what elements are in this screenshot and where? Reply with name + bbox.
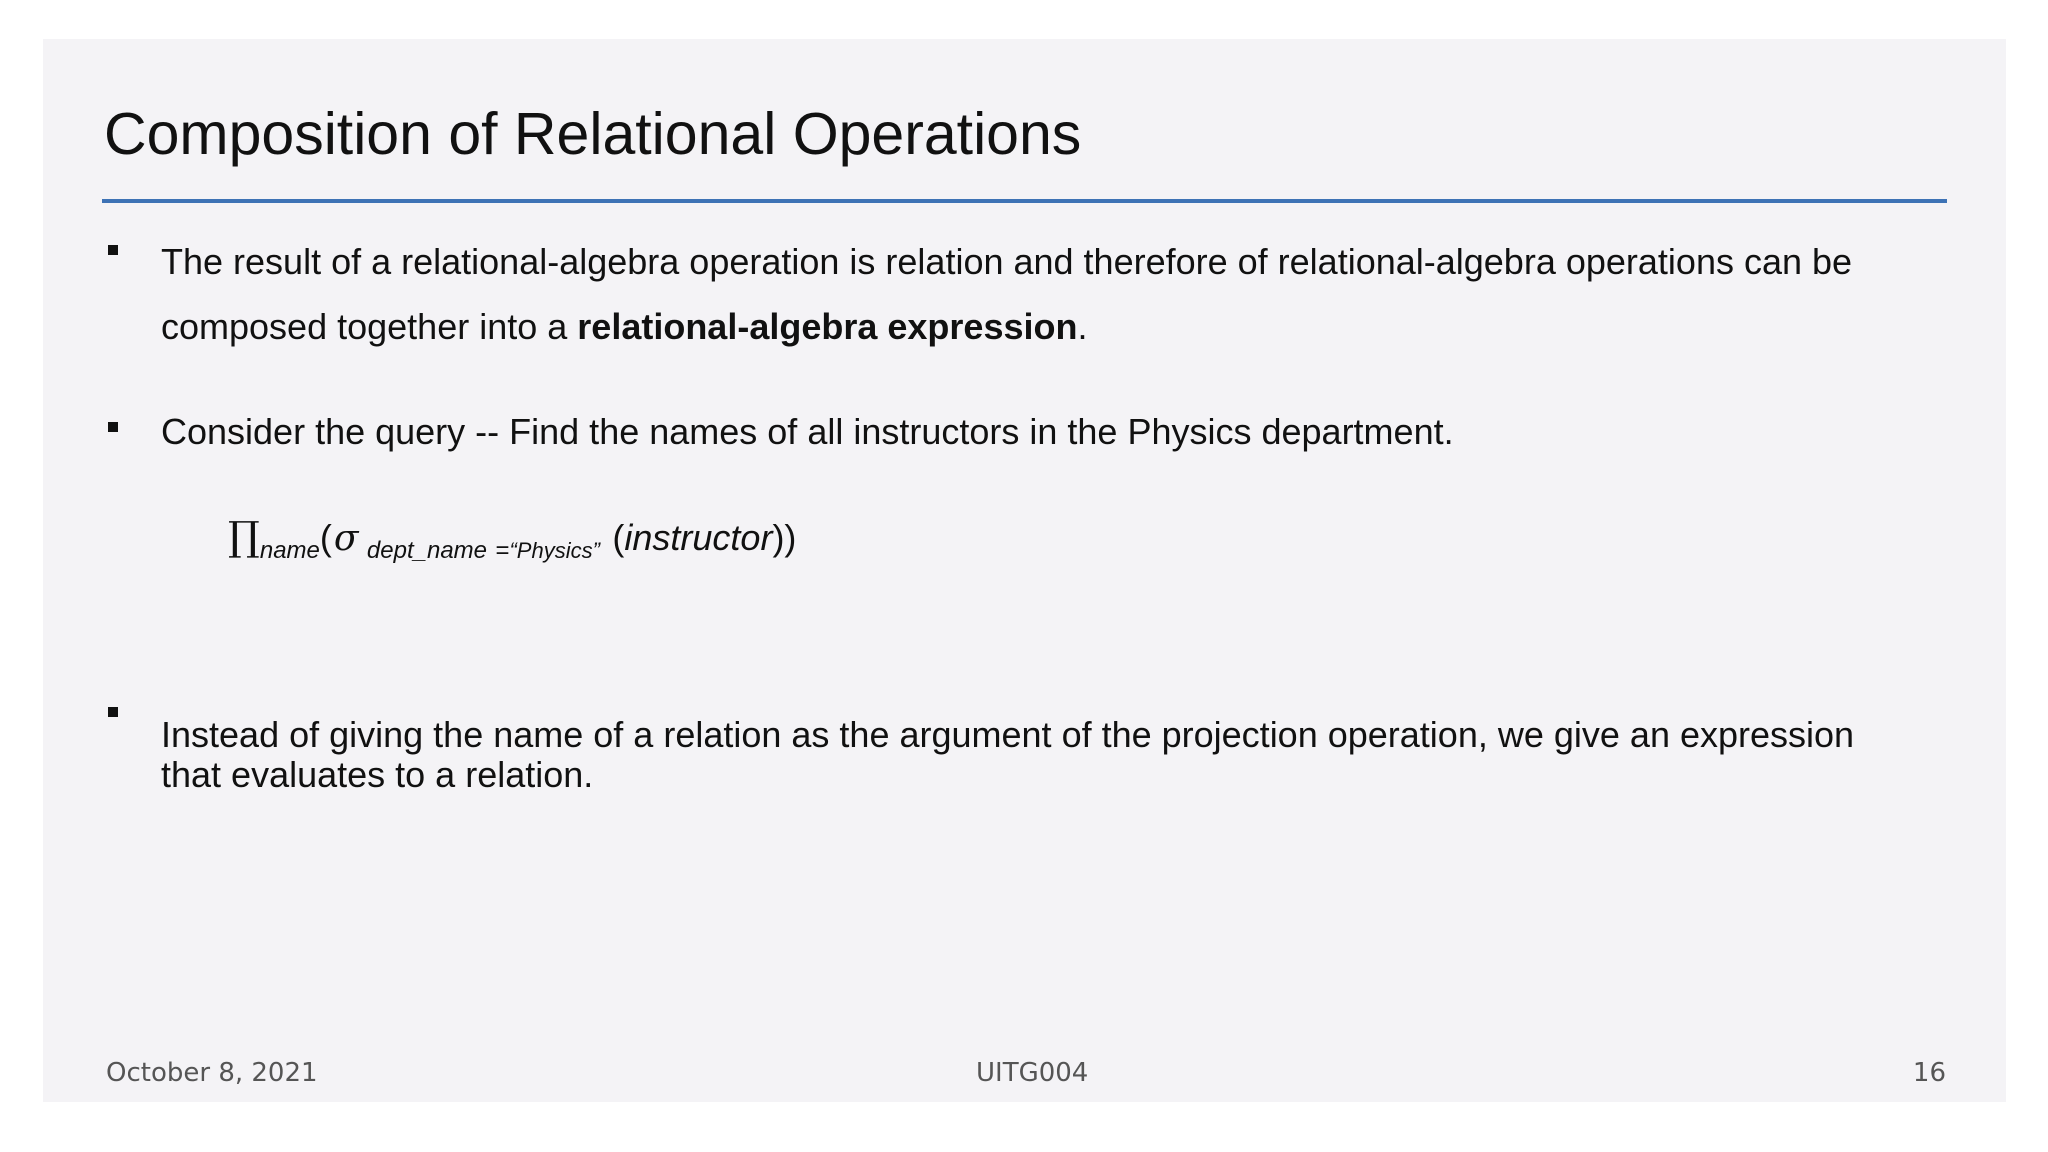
- bullet-text-instead: [161, 715, 1961, 795]
- projection-attribute: name: [259, 537, 320, 564]
- bullet-marker: [108, 707, 118, 717]
- selection-value: “Physics”: [509, 538, 600, 563]
- title-underline: [102, 199, 1947, 203]
- relation-name: instructor: [624, 517, 773, 558]
- bullet-text-query: Consider the query -- Find the names of all instructors in the Physics department.: [161, 411, 1454, 452]
- bullet-marker: [108, 422, 118, 432]
- bullet-line: Instead of giving the name of a relation as the argument of the projection operation, we give an expression: [161, 714, 1855, 755]
- bullet-line: The result of a relational-algebra operation is relation and therefore of relational-algebra operations can be: [161, 241, 1853, 282]
- relational-algebra-formula: [228, 514, 797, 564]
- selection-equals: =: [495, 537, 510, 564]
- footer-date: October 8, 2021: [106, 1058, 318, 1088]
- bullet-text-result: [161, 229, 1951, 359]
- footer-course-code: UITG004: [976, 1058, 1089, 1088]
- bullet-line: that evaluates to a relation.: [161, 754, 594, 795]
- footer-page-number: 16: [1912, 1058, 1946, 1088]
- slide-title: Composition of Relational Operations: [104, 101, 1082, 167]
- bullet-text-prefix: composed together into a: [161, 306, 578, 347]
- selection-attribute: dept_name: [366, 537, 488, 564]
- bold-term: relational-algebra expression: [577, 306, 1078, 347]
- selection-symbol: σ: [333, 518, 359, 559]
- formula-paren: (: [319, 517, 332, 558]
- bullet-text-suffix: .: [1077, 306, 1088, 347]
- bullet-line: [161, 294, 1951, 359]
- projection-symbol: ∏: [228, 514, 260, 560]
- slide: [43, 39, 2006, 1102]
- bullet-marker: [108, 245, 118, 255]
- formula-paren: )): [772, 517, 797, 558]
- formula-paren: (: [612, 517, 625, 558]
